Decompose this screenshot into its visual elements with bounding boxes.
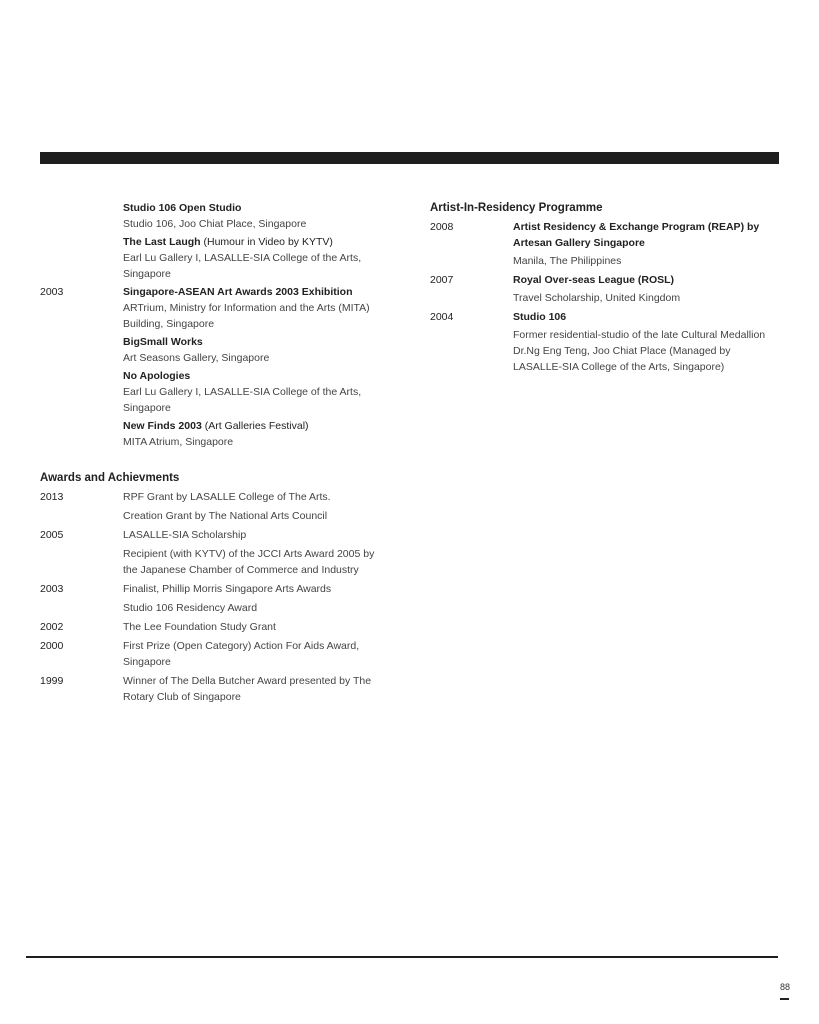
award-year-group xyxy=(40,581,400,616)
exhibition-year-group xyxy=(40,284,400,450)
award-item: First Prize (Open Category) Action For Aids Award, Singapore xyxy=(123,640,360,668)
residency-location: Former residential-studio of the late Cultural Medallion xyxy=(513,329,766,341)
exhibition-title: No Apologies xyxy=(123,370,191,382)
exhibition-venue: Singapore xyxy=(123,268,171,280)
residency-year-group xyxy=(430,272,790,306)
residency-entry xyxy=(513,219,790,269)
exhibition-venue: Art Seasons Gallery, Singapore xyxy=(123,352,270,364)
exhibition-title: BigSmall Works xyxy=(123,336,203,348)
award-item: Creation Grant by The National Arts Council xyxy=(123,510,328,522)
exhibitions-column xyxy=(40,200,400,452)
award-item: LASALLE-SIA Scholarship xyxy=(123,529,247,541)
header-bar xyxy=(40,152,779,164)
exhibition-entry xyxy=(123,200,400,232)
year-label: 2002 xyxy=(40,621,64,633)
residency-title: Royal Over-seas League (ROSL) xyxy=(513,274,675,286)
year-label: 2008 xyxy=(430,221,454,233)
exhibition-entry xyxy=(123,418,400,450)
award-item: Studio 106 Residency Award xyxy=(123,602,258,614)
award-item: Winner of The Della Butcher Award presented by The Rotary Club of Singapore xyxy=(123,675,372,703)
residency-year-group xyxy=(430,219,790,269)
exhibition-venue: ARTrium, Ministry for Information and the Arts (MITA) xyxy=(123,302,370,314)
residency-year-group xyxy=(430,309,790,375)
footer-rule xyxy=(26,956,778,958)
residency-location: Dr.Ng Eng Teng, Joo Chiat Place (Managed by xyxy=(513,345,731,357)
residency-section xyxy=(430,200,790,377)
exhibition-title: New Finds 2003 (Art Galleries Festival) xyxy=(123,420,309,432)
residency-location: Travel Scholarship, United Kingdom xyxy=(513,292,681,304)
award-year-group xyxy=(40,527,400,578)
residency-location: Manila, The Philippines xyxy=(513,255,622,267)
award-year-group xyxy=(40,673,400,705)
page-number-underline xyxy=(780,998,789,1000)
award-year-group xyxy=(40,619,400,635)
exhibition-entry xyxy=(123,234,400,282)
residency-entry xyxy=(513,272,790,306)
residency-title: Studio 106 xyxy=(513,311,567,323)
residency-location: LASALLE-SIA College of the Arts, Singapore) xyxy=(513,361,725,373)
exhibition-venue: Singapore xyxy=(123,402,171,414)
award-item: Recipient (with KYTV) of the JCCI Arts Award 2005 by the Japanese Chamber of Commerce and Industry xyxy=(123,548,375,576)
exhibition-title: Studio 106 Open Studio xyxy=(123,202,242,214)
year-label: 2013 xyxy=(40,491,64,503)
exhibition-title: Singapore-ASEAN Art Awards 2003 Exhibition xyxy=(123,286,353,298)
award-item: Finalist, Phillip Morris Singapore Arts Awards xyxy=(123,583,332,595)
exhibition-title: The Last Laugh (Humour in Video by KYTV) xyxy=(123,236,333,248)
exhibition-venue: Earl Lu Gallery I, LASALLE-SIA College of the Arts, xyxy=(123,386,362,398)
award-item: RPF Grant by LASALLE College of The Arts. xyxy=(123,491,331,503)
year-label: 2003 xyxy=(40,583,64,595)
award-year-group xyxy=(40,638,400,670)
exhibition-venue: Building, Singapore xyxy=(123,318,215,330)
exhibition-venue: Earl Lu Gallery I, LASALLE-SIA College of the Arts, xyxy=(123,252,362,264)
residency-title: Artist Residency & Exchange Program (REAP) by Artesan Gallery Singapore xyxy=(513,221,760,249)
year-label: 2003 xyxy=(40,286,64,298)
award-item: The Lee Foundation Study Grant xyxy=(123,621,276,633)
exhibition-venue: Studio 106, Joo Chiat Place, Singapore xyxy=(123,218,307,230)
page-number: 88 xyxy=(779,982,790,992)
residency-entry xyxy=(513,309,790,375)
exhibition-entry xyxy=(123,284,400,332)
exhibition-year-group xyxy=(40,200,400,282)
year-label: 2005 xyxy=(40,529,64,541)
exhibition-entry xyxy=(123,368,400,416)
awards-heading: Awards and Achievments xyxy=(40,472,180,484)
award-year-group xyxy=(40,489,400,524)
exhibition-venue: MITA Atrium, Singapore xyxy=(123,436,234,448)
awards-section xyxy=(40,470,400,708)
exhibition-entry xyxy=(123,334,400,366)
year-label: 2000 xyxy=(40,640,64,652)
year-label: 2007 xyxy=(430,274,454,286)
year-label: 1999 xyxy=(40,675,64,687)
year-label: 2004 xyxy=(430,311,454,323)
residency-heading: Artist-In-Residency Programme xyxy=(430,202,603,214)
